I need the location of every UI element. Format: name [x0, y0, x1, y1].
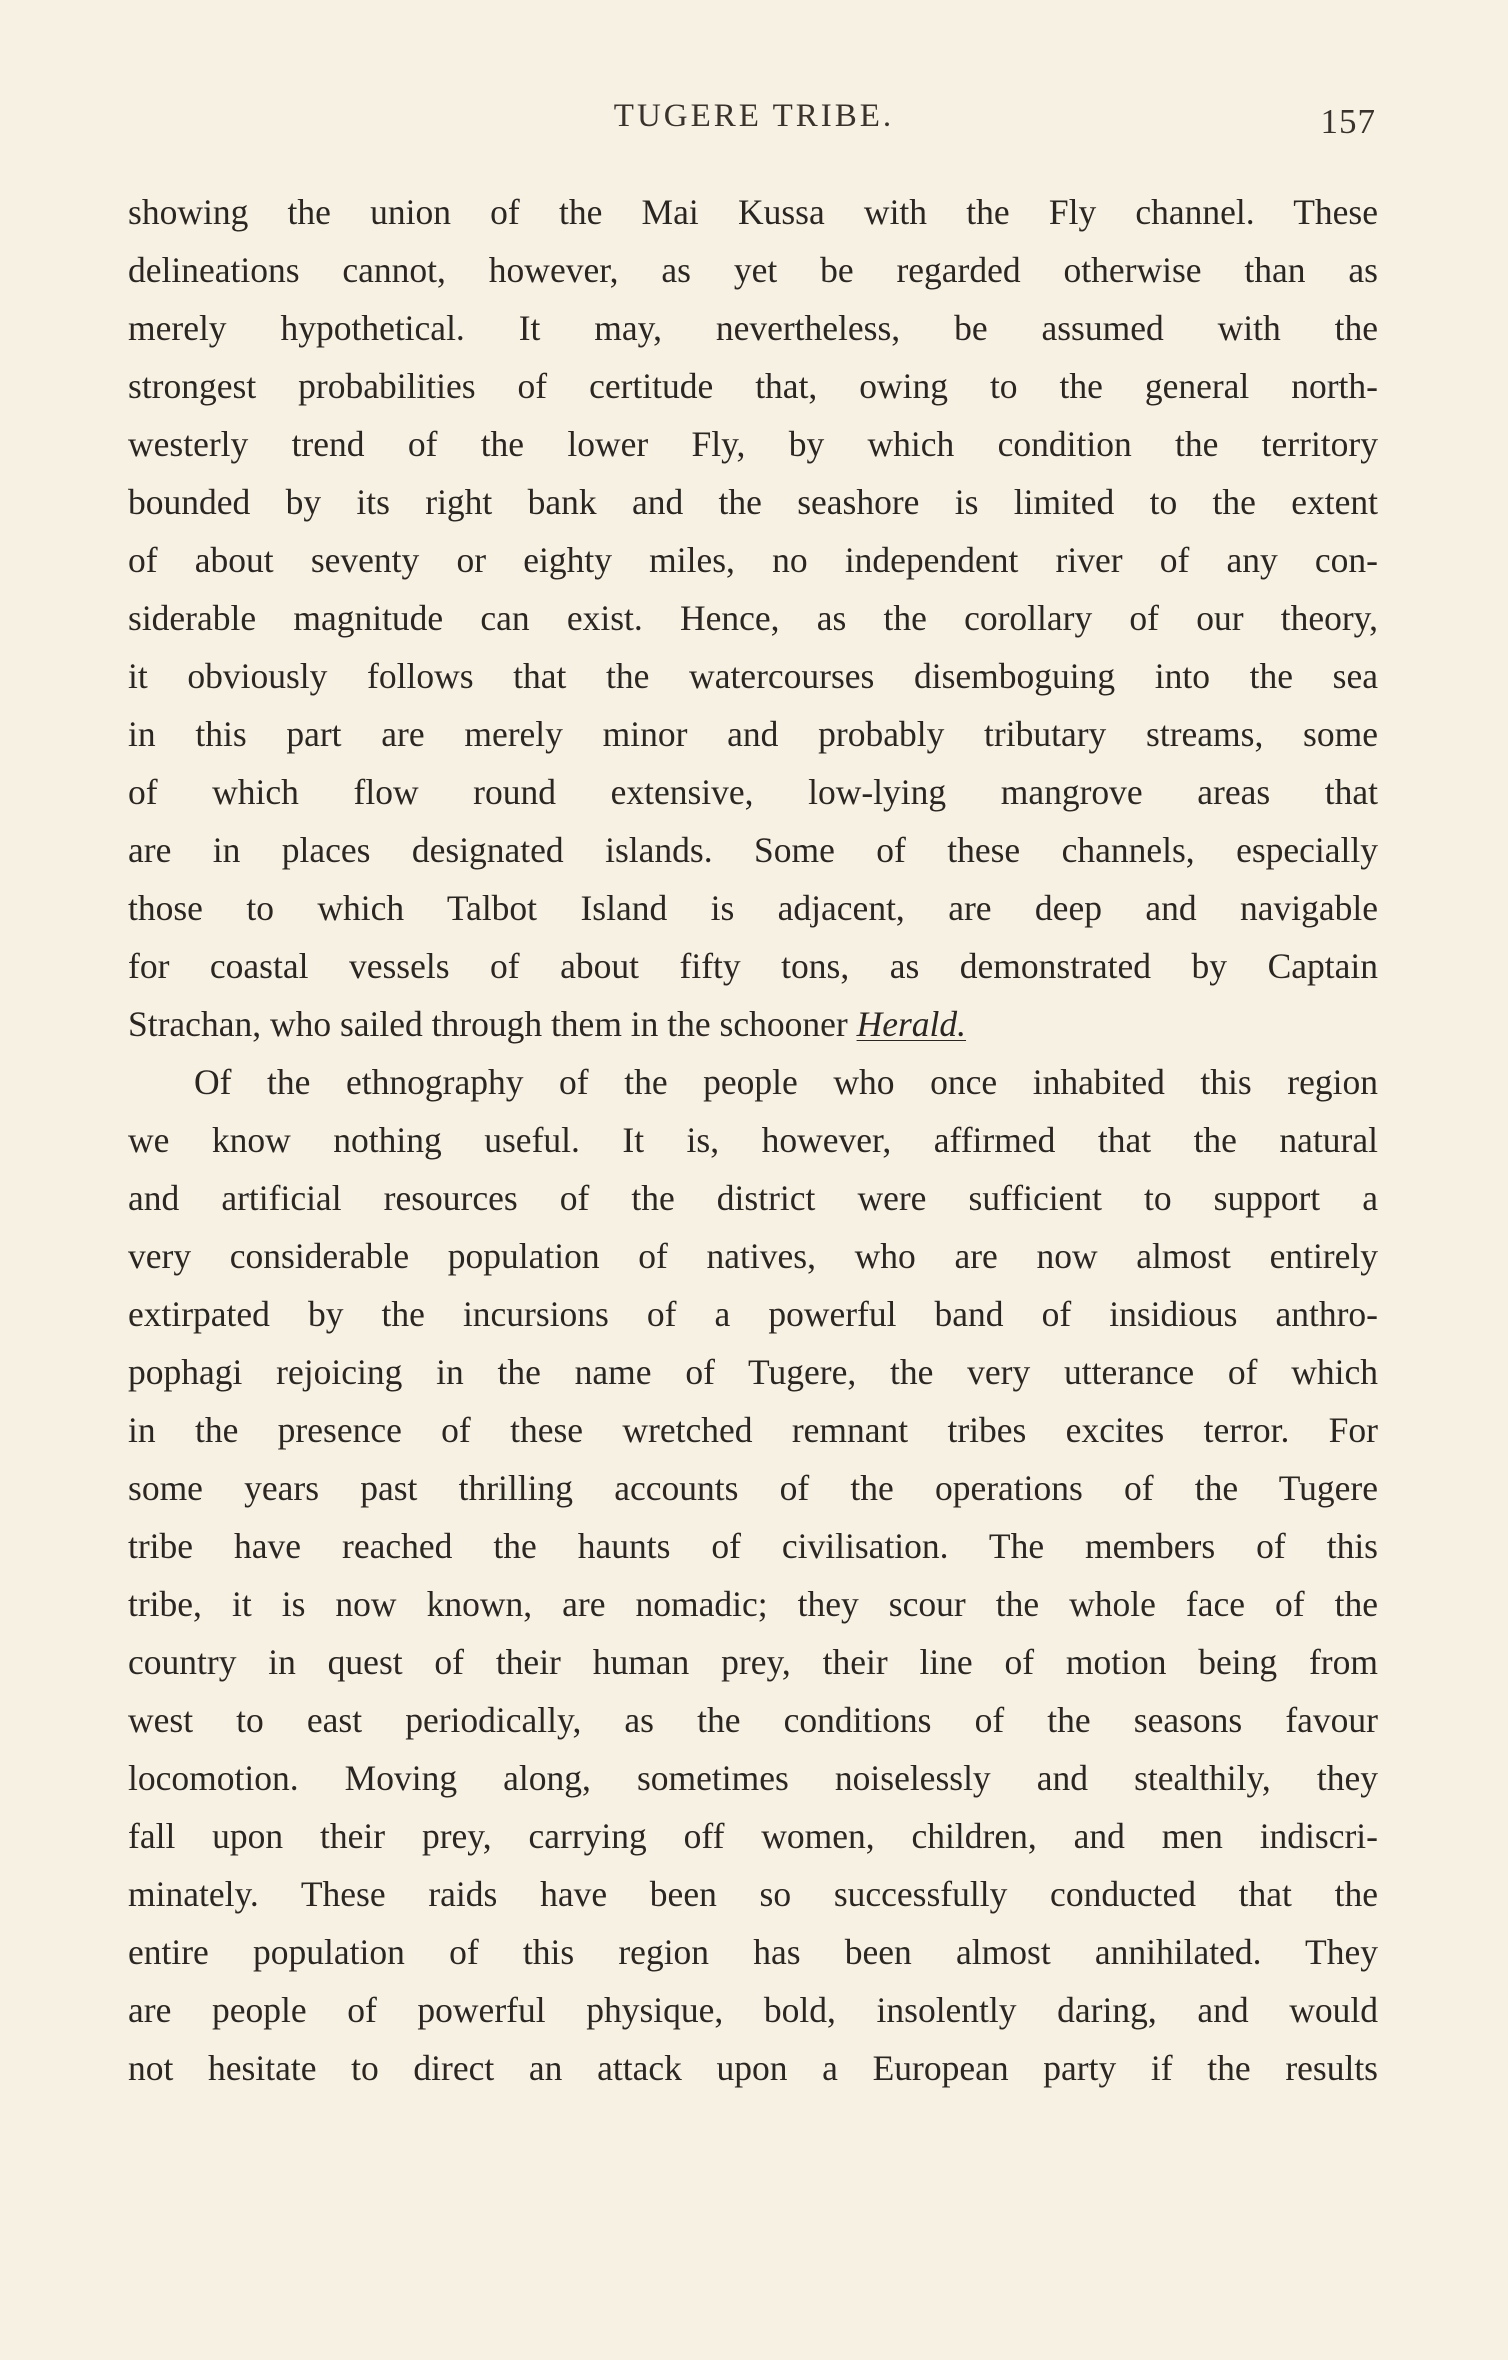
body-text [128, 183, 1378, 2097]
text-line: showing the union of the Mai Kussa with the Fly channel. These [128, 192, 1378, 232]
text-line: are people of powerful physique, bold, insolently daring, and would [128, 1990, 1378, 2030]
text-line: locomotion. Moving along, sometimes noiselessly and stealthily, they [128, 1758, 1378, 1798]
text-line: and artificial resources of the district were sufficient to support a [128, 1178, 1378, 1218]
text-line: in the presence of these wretched remnant tribes excites terror. For [128, 1410, 1378, 1450]
text-line: fall upon their prey, carrying off women, children, and men indiscri- [128, 1816, 1378, 1856]
ship-name: Herald. [856, 1004, 967, 1044]
text-line-last [128, 995, 1378, 1053]
text-line: tribe have reached the haunts of civilisation. The members of this [128, 1526, 1378, 1566]
text-line: entire population of this region has been almost annihilated. They [128, 1932, 1378, 1972]
text-line: bounded by its right bank and the seashore is limited to the extent [128, 482, 1378, 522]
text-line: very considerable population of natives, who are now almost entirely [128, 1236, 1378, 1276]
text-line: siderable magnitude can exist. Hence, as the corollary of our theory, [128, 598, 1378, 638]
text-line: some years past thrilling accounts of the operations of the Tugere [128, 1468, 1378, 1508]
text-line: not hesitate to direct an attack upon a European party if the results [128, 2048, 1378, 2088]
text-line: westerly trend of the lower Fly, by which condition the territory [128, 424, 1378, 464]
text-line: of which flow round extensive, low-lying mangrove areas that [128, 772, 1378, 812]
text-line: for coastal vessels of about fifty tons, as demonstrated by Captain [128, 946, 1378, 986]
page-number: 157 [1320, 102, 1376, 141]
text-line: extirpated by the incursions of a powerful band of insidious anthro- [128, 1294, 1378, 1334]
text-line: west to east periodically, as the conditions of the seasons favour [128, 1700, 1378, 1740]
paragraph-first-line: Of the ethnography of the people who once inhabited this region [194, 1062, 1378, 1102]
text-line: country in quest of their human prey, their line of motion being from [128, 1642, 1378, 1682]
text-line: delineations cannot, however, as yet be regarded otherwise than as [128, 250, 1378, 290]
text-line: tribe, it is now known, are nomadic; they scour the whole face of the [128, 1584, 1378, 1624]
text-line-content: Strachan, who sailed through them in the schooner [128, 1004, 848, 1044]
text-line: we know nothing useful. It is, however, affirmed that the natural [128, 1120, 1378, 1160]
text-line: it obviously follows that the watercourses disemboguing into the sea [128, 656, 1378, 696]
text-line: minately. These raids have been so successfully conducted that the [128, 1874, 1378, 1914]
text-line: merely hypothetical. It may, nevertheless, be assumed with the [128, 308, 1378, 348]
text-line: of about seventy or eighty miles, no independent river of any con- [128, 540, 1378, 580]
running-title: TUGERE TRIBE. [613, 98, 895, 134]
text-line: in this part are merely minor and probably tributary streams, some [128, 714, 1378, 754]
text-line: are in places designated islands. Some of these channels, especially [128, 830, 1378, 870]
text-line: pophagi rejoicing in the name of Tugere, the very utterance of which [128, 1352, 1378, 1392]
text-line: those to which Talbot Island is adjacent, are deep and navigable [128, 888, 1378, 928]
text-line: strongest probabilities of certitude that, owing to the general north- [128, 366, 1378, 406]
running-head [0, 98, 1508, 148]
